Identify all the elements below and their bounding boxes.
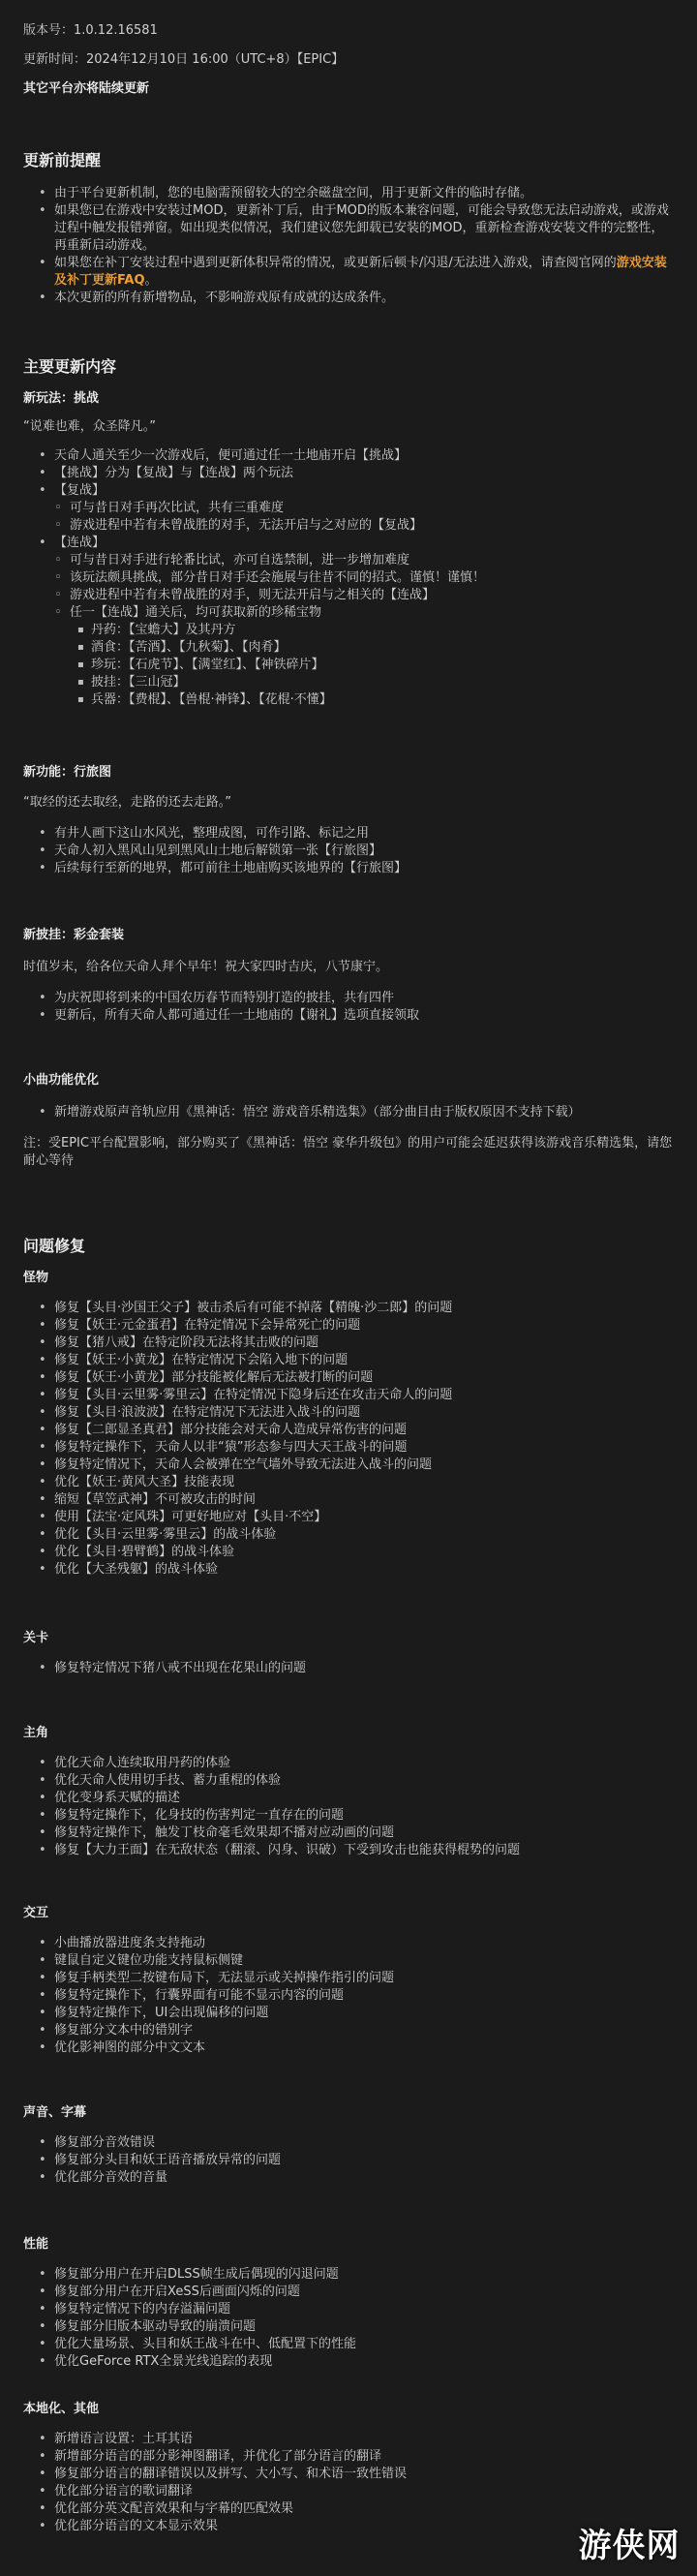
journey-quote: “取经的还去取经，走路的还去走路。” <box>23 795 231 810</box>
list-item: • 优化影神图的部分中文文本 <box>23 2039 674 2057</box>
list-item: ◦ 可与昔日对手进行轮番比试，亦可自选禁制，进一步增加难度 <box>23 552 674 569</box>
performance-list <box>23 2266 674 2371</box>
list-item: • 修复特定情况下猪八戒不出现在花果山的问题 <box>23 1660 674 1677</box>
list-item: • 本次更新的所有新增物品，不影响游戏原有成就的达成条件。 <box>23 290 674 307</box>
list-item: • 使用【法宝·定风珠】可更好地应对【头目·不空】 <box>23 1509 674 1526</box>
main-content-section <box>23 356 674 709</box>
interaction-section <box>23 1904 674 2057</box>
challenge-list <box>23 447 674 500</box>
list-item: • 修复【二郎显圣真君】部分技能会对天命人造成异常伤害的问题 <box>23 1422 674 1439</box>
levels-list <box>23 1660 674 1677</box>
list-item: • 修复【大力王面】在无敌状态（翻滚、闪身、识破）下受到攻击也能获得棍势的问题 <box>23 1842 674 1859</box>
list-item: ▪ 酒食：【苦酒】、【九秋菊】、【肉肴】 <box>23 639 674 657</box>
protagonist-section <box>23 1724 674 1859</box>
list-item: • 【连战】 <box>23 535 674 552</box>
list-item: • 由于平台更新机制，您的电脑需预留较大的空余磁盘空间，用于更新文件的临时存储。 <box>23 185 674 202</box>
site-watermark <box>571 2522 687 2570</box>
pre-notice-list <box>23 185 674 307</box>
list-item: • 修复部分旧版本驱动导致的崩溃问题 <box>23 2318 674 2336</box>
list-item: • 优化【妖王·黄风大圣】技能表现 <box>23 1474 674 1491</box>
list-item: • 优化天命人使用切手技、蓄力重棍的体验 <box>23 1772 674 1790</box>
list-item: • 修复【头目·沙国王父子】被击杀后有可能不掉落【精魄·沙二郎】的问题 <box>23 1300 674 1317</box>
list-item: • 【复战】 <box>23 482 674 500</box>
list-item: ◦ 可与昔日对手再次比试，共有三重难度 <box>23 500 674 517</box>
list-item: • 修复【妖王·元金蛋君】在特定情况下会异常死亡的问题 <box>23 1317 674 1334</box>
list-item: • 修复手柄类型二按键布局下，无法显示或关掉操作指引的问题 <box>23 1970 674 1987</box>
list-item: • 有井人画下这山水风光，整理成图，可作引路、标记之用 <box>23 825 674 843</box>
fixes-section <box>23 1236 674 1579</box>
protagonist-title: 主角 <box>23 1726 49 1740</box>
list-item: • 新增语言设置：土耳其语 <box>23 2431 674 2448</box>
audio-section <box>23 2103 674 2187</box>
list-item: • 优化部分语言的歌词翻译 <box>23 2483 674 2500</box>
journey-list <box>23 825 674 877</box>
performance-section <box>23 2235 674 2371</box>
list-item: ▪ 珍玩：【石虎节】、【满堂红】、【神铁碎片】 <box>23 657 674 674</box>
list-item: • 优化GeForce RTX全景光线追踪的表现 <box>23 2353 674 2371</box>
list-item: • 更新后，所有天命人都可通过任一土地庙的【谢礼】选项直接领取 <box>23 1007 674 1025</box>
list-item: • 为庆祝即将到来的中国农历春节而特别打造的披挂，共有四件 <box>23 990 674 1007</box>
list-item: • 天命人初入黑风山见到黑风山土地后解锁第一张【行旅图】 <box>23 843 674 860</box>
list-item: • 优化变身系天赋的描述 <box>23 1790 674 1807</box>
performance-title: 性能 <box>23 2237 49 2252</box>
mini-title: 小曲功能优化 <box>23 1073 100 1088</box>
watermark-text: 游侠网 <box>578 2527 681 2565</box>
main-content-title: 主要更新内容 <box>23 357 117 376</box>
rematch-sublist <box>23 500 674 535</box>
list-item: ◦ 任一【连战】通关后，均可获取新的珍稀宝物 <box>23 604 674 622</box>
list-item: • 优化部分英文配音效果和与字幕的匹配效果 <box>23 2500 674 2518</box>
faq-suffix: 。 <box>144 273 158 288</box>
challenge-title: 新玩法：挑战 <box>23 391 100 406</box>
list-item: ◦ 该玩法颇具挑战，部分昔日对手还会施展与往昔不同的招式。谨慎！谨慎！ <box>23 569 674 587</box>
skins-section <box>23 926 674 1025</box>
skins-intro: 时值岁末，给各位天命人拜个早年！祝大家四时吉庆，八节康宁。 <box>23 960 389 974</box>
list-item: • 修复部分文本中的错别字 <box>23 2022 674 2039</box>
list-item: • 优化大量场景、头目和妖王战斗在中、低配置下的性能 <box>23 2336 674 2353</box>
list-item: • 优化【头目·碧臂鹤】的战斗体验 <box>23 1544 674 1561</box>
list-item: • 小曲播放器进度条支持拖动 <box>23 1935 674 1952</box>
faq-link[interactable]: 游戏安装及补丁更新FAQ <box>54 256 667 288</box>
list-item: • 天命人通关至少一次游戏后，便可通过任一土地庙开启【挑战】 <box>23 447 674 465</box>
list-item: • 修复部分用户在开启DLSS帧生成后偶现的闪退问题 <box>23 2266 674 2284</box>
list-item: • 【挑战】分为【复战】与【连战】两个玩法 <box>23 465 674 482</box>
journey-section <box>23 763 674 877</box>
list-item: • 修复【猪八戒】在特定阶段无法将其击败的问题 <box>23 1334 674 1352</box>
list-item: • 修复特定情况下，天命人会被弹在空气墙外导致无法进入战斗的问题 <box>23 1457 674 1474</box>
list-item: ◦ 游戏进程中若有未曾战胜的对手，无法开启与之对应的【复战】 <box>23 517 674 535</box>
levels-section <box>23 1629 674 1677</box>
interaction-title: 交互 <box>23 1906 49 1920</box>
list-item: • 新增游戏原声音轨应用《黑神话：悟空 游戏音乐精选集》（部分曲目由于版权原因不支持下载） <box>23 1104 674 1121</box>
list-item: • 新增部分语言的部分影神图翻译，并优化了部分语言的翻译 <box>23 2448 674 2466</box>
pre-notice-section <box>23 150 674 307</box>
list-item: • 缩短【草笠武神】不可被攻击的时间 <box>23 1491 674 1509</box>
list-item: • 修复特定情况下的内存溢漏问题 <box>23 2301 674 2318</box>
list-item: • 如果您已在游戏中安装过MOD，更新补丁后，由于MOD的版本兼容问题，可能会导致您无法启动游戏，或游戏过程中触发报错弹窗。如出现类似情况，我们建议您先卸载已安装的MOD，重新检查游戏安装文件的完整性，再重新启动游戏。 <box>23 202 674 255</box>
other-platforms-note: 其它平台亦将陆续更新 <box>23 81 150 96</box>
skins-list <box>23 990 674 1025</box>
monsters-title: 怪物 <box>23 1271 49 1285</box>
mini-section <box>23 1071 674 1170</box>
list-item: • 优化天命人连续取用丹药的体验 <box>23 1755 674 1772</box>
faq-prefix: 如果您在补丁安装过程中遇到更新体积异常的情况，或更新后顿卡/闪退/无法进入游戏，请查阅官网的 <box>54 256 617 270</box>
interaction-list <box>23 1935 674 2057</box>
levels-title: 关卡 <box>23 1631 49 1645</box>
list-item: ▪ 披挂：【三山冠】 <box>23 674 674 691</box>
rewards-sublist <box>23 622 674 709</box>
list-item: • 优化【大圣残躯】的战斗体验 <box>23 1561 674 1579</box>
protagonist-list <box>23 1755 674 1859</box>
mini-list <box>23 1104 674 1121</box>
version-number: 版本号：1.0.12.16581 <box>23 23 158 38</box>
list-item: • 后续每行至新的地界，都可前往土地庙购买该地界的【行旅图】 <box>23 860 674 877</box>
fixes-title: 问题修复 <box>23 1237 86 1255</box>
list-item: ▪ 丹药：【宝蟾大】及其丹方 <box>23 622 674 639</box>
list-item: • 优化部分语言的文本显示效果 <box>23 2518 674 2535</box>
list-item: • 修复【头目·云里雾·雾里云】在特定情况下隐身后还在攻击天命人的问题 <box>23 1387 674 1404</box>
journey-title: 新功能：行旅图 <box>23 765 112 780</box>
list-item: • 修复【头目·浪波波】在特定情况下无法进入战斗的问题 <box>23 1404 674 1422</box>
audio-title: 声音、字幕 <box>23 2105 87 2120</box>
list-item: • 修复部分用户在开启XeSS后画面闪烁的问题 <box>23 2284 674 2301</box>
pre-notice-title: 更新前提醒 <box>23 151 102 169</box>
localization-list <box>23 2431 674 2535</box>
list-item: • 修复特定操作下，天命人以非“猿”形态参与四大天王战斗的问题 <box>23 1439 674 1457</box>
update-time: 更新时间：2024年12月10日 16:00（UTC+8）【EPIC】 <box>23 52 345 67</box>
list-item: ▪ 兵器：【费棍】、【兽棍·神锋】、【花棍·不懂】 <box>23 691 674 709</box>
list-item: ◦ 游戏进程中若有未曾战胜的对手，则无法开启与之相关的【连战】 <box>23 587 674 604</box>
challenge-quote: “说难也难，众圣降凡。” <box>23 419 156 434</box>
list-item: • 优化部分音效的音量 <box>23 2169 674 2187</box>
challenge-list-2 <box>23 535 674 552</box>
list-item: • 键鼠自定义键位功能支持鼠标侧键 <box>23 1952 674 1970</box>
list-item: • 修复特定操作下，行囊界面有可能不显示内容的问题 <box>23 1987 674 2005</box>
mini-note: 注：受EPIC平台配置影响，部分购买了《黑神话：悟空 豪华升级包》的用户可能会延迟获得该游戏音乐精选集，请您耐心等待 <box>23 1136 673 1168</box>
gauntlet-sublist <box>23 552 674 622</box>
list-item: • 优化【头目·云里雾·雾里云】的战斗体验 <box>23 1526 674 1544</box>
list-item: • 修复特定操作下，触发丁枝命毫毛效果却不播对应动画的问题 <box>23 1825 674 1842</box>
monsters-list <box>23 1300 674 1579</box>
header-meta <box>23 19 674 101</box>
audio-list <box>23 2134 674 2187</box>
skins-title: 新披挂：彩金套装 <box>23 928 125 942</box>
list-item: • 修复部分头目和妖王语音播放异常的问题 <box>23 2152 674 2169</box>
list-item: • 修复【妖王·小黄龙】部分技能被化解后无法被打断的问题 <box>23 1369 674 1387</box>
list-item: • 修复部分语言的翻译错误以及拼写、大小写、和术语一致性错误 <box>23 2466 674 2483</box>
localization-title: 本地化、其他 <box>23 2402 100 2416</box>
localization-section <box>23 2400 674 2535</box>
list-item: • 修复特定操作下，化身技的伤害判定一直存在的问题 <box>23 1807 674 1825</box>
list-item <box>23 255 674 290</box>
list-item: • 修复特定操作下，UI会出现偏移的问题 <box>23 2005 674 2022</box>
list-item: • 修复【妖王·小黄龙】在特定情况下会陷入地下的问题 <box>23 1352 674 1369</box>
list-item: • 修复部分音效错误 <box>23 2134 674 2152</box>
